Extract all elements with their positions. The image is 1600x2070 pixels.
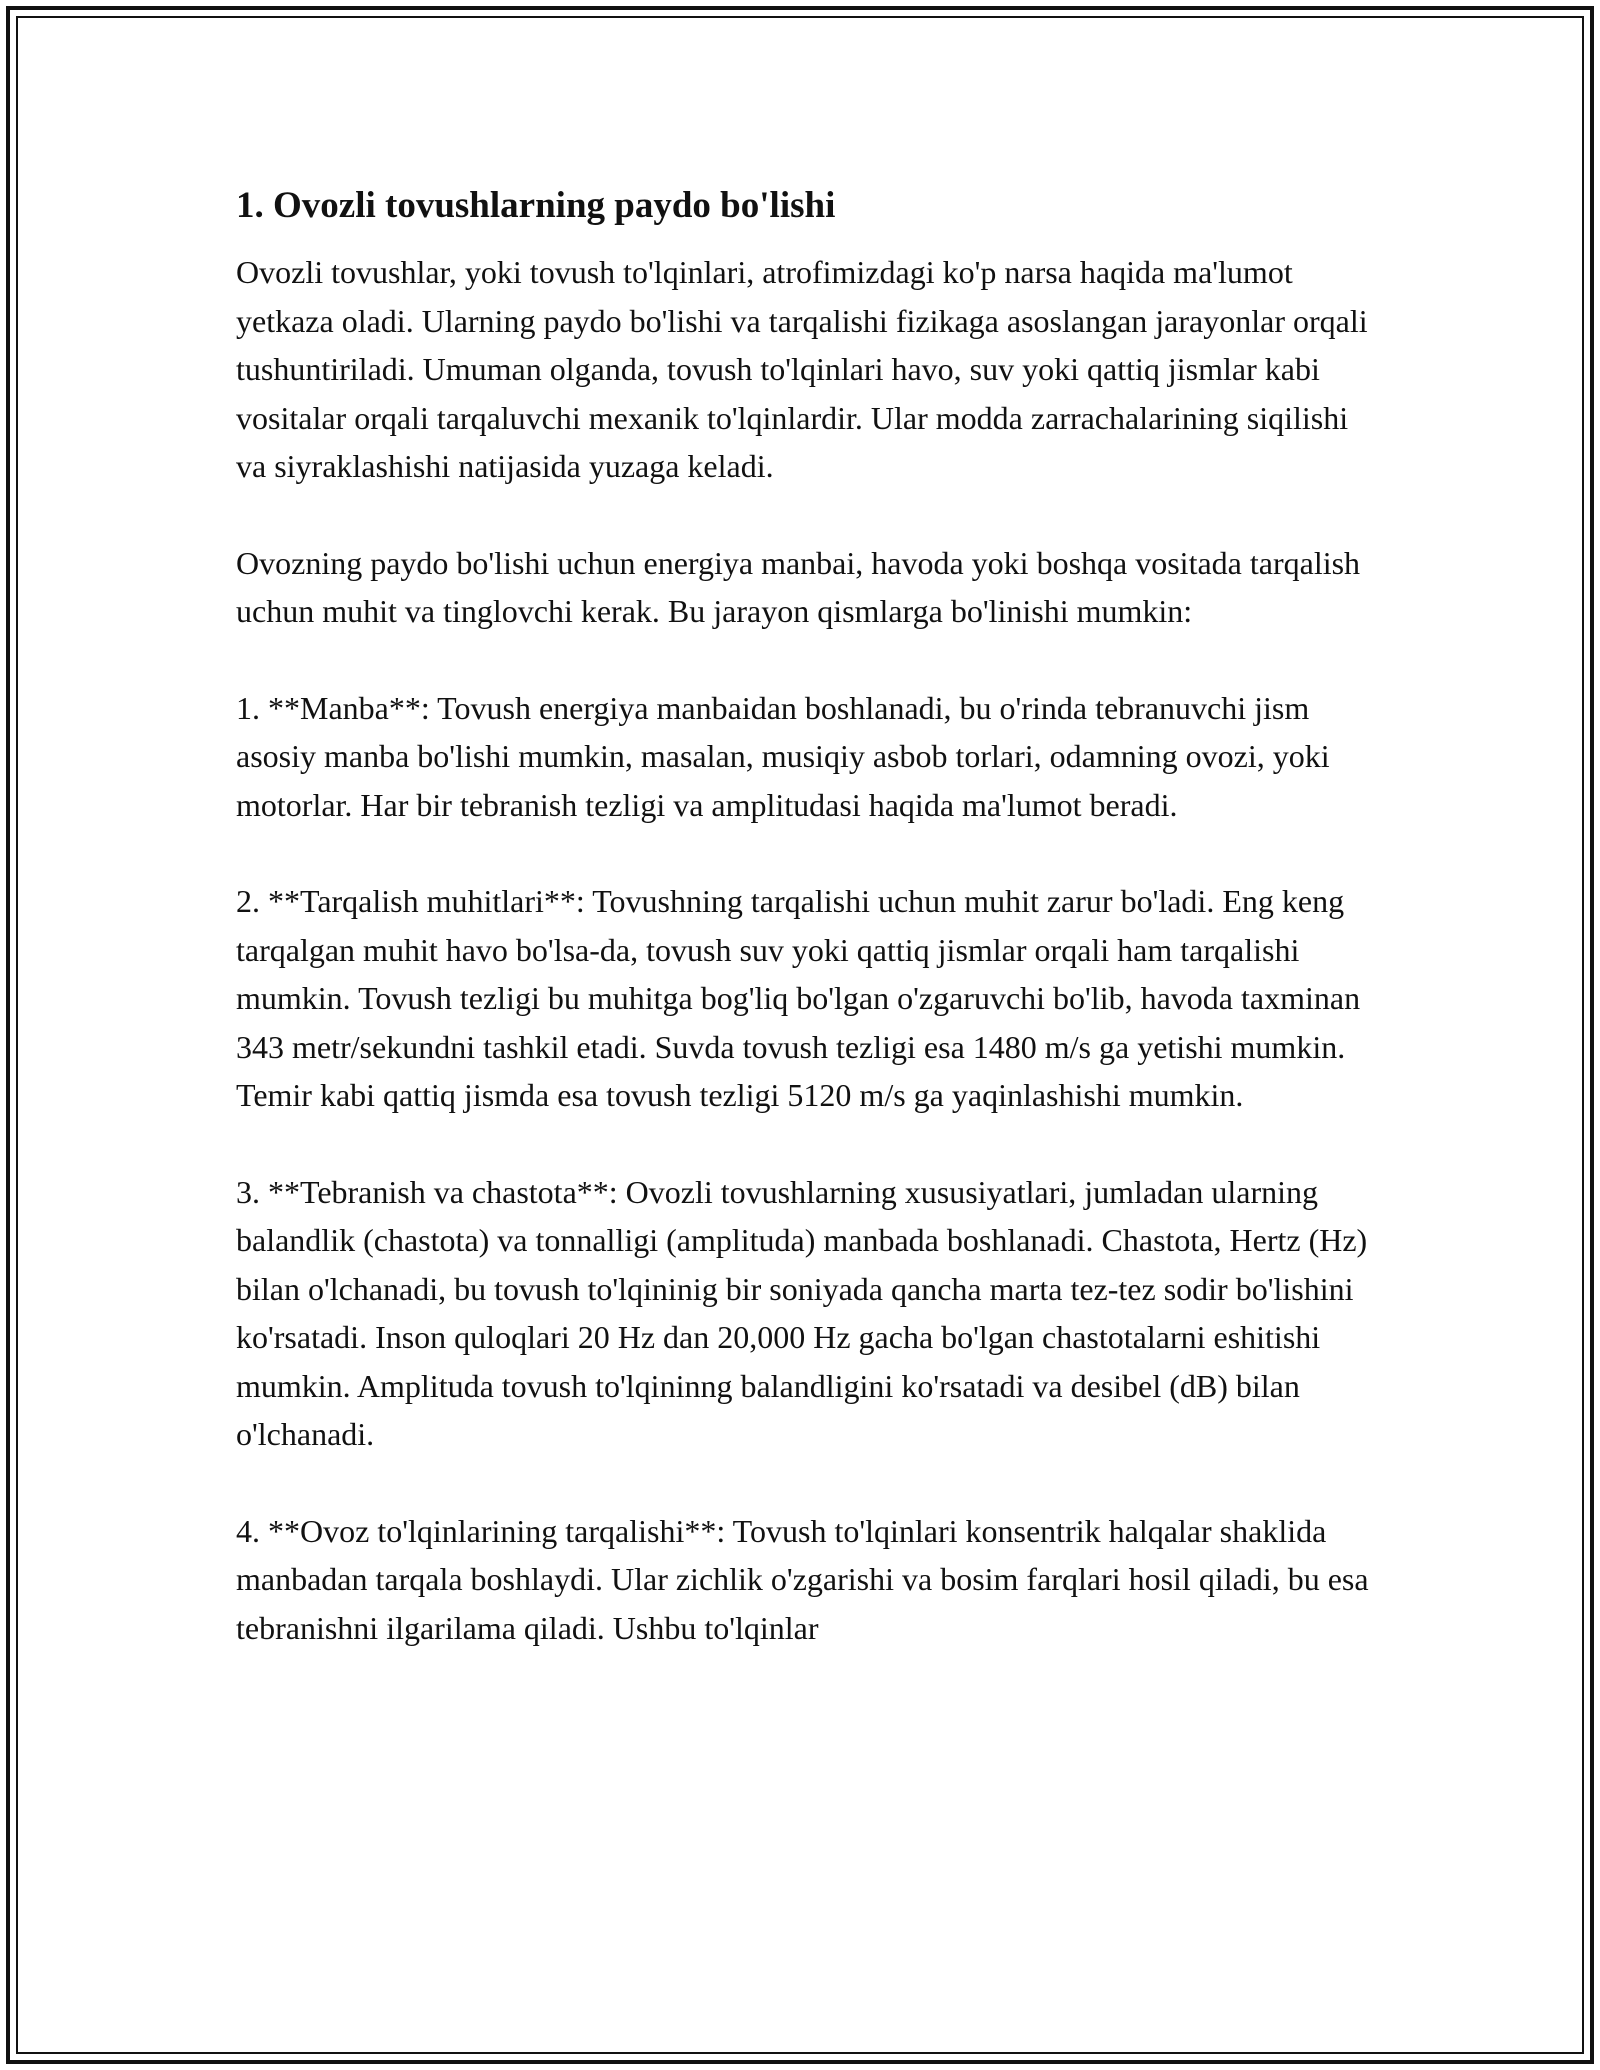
document-page	[236, 184, 1386, 1700]
paragraph-item-medium: 2. **Tarqalish muhitlari**: Tovushning tarqalishi uchun muhit zarur bo'ladi. Eng keng tarqalgan muhit havo bo'lsa-da, tovush suv yoki qattiq jismlar orqali ham tarqalishi mumkin. Tovush tezligi bu muhitga bog'liq bo'lgan o'zgaruvchi bo'lib, havoda taxminan 343 metr/sekundni tashkil etadi. Suvda tovush tezligi esa 1480 m/s ga yetishi mumkin. Temir kabi qattiq jismda esa tovush tezligi 5120 m/s ga yaqinlashishi mumkin.	[236, 883, 1361, 1114]
section-heading: 1. Ovozli tovushlarning paydo bo'lishi	[236, 185, 836, 226]
paragraph-requirements: Ovozning paydo bo'lishi uchun energiya manbai, havoda yoki boshqa vositada tarqalish uchun muhit va tinglovchi kerak. Bu jarayon qismlarga bo'linishi mumkin:	[236, 544, 1361, 630]
paragraph-item-source: 1. **Manba**: Tovush energiya manbaidan boshlanadi, bu o'rinda tebranuvchi jism asosiy manba bo'lishi mumkin, masalan, musiqiy asbob torlari, odamning ovozi, yoki motorlar. Har bir tebranish tezligi va amplitudasi haqida ma'lumot beradi.	[236, 689, 1330, 823]
paragraph-item-frequency: 3. **Tebranish va chastota**: Ovozli tovushlarning xususiyatlari, jumladan ularning balandlik (chastota) va tonnalligi (amplituda) manbada boshlanadi. Chastota, Hertz (Hz) bilan o'lchanadi, bu tovush to'lqininig bir soniyada qancha marta tez-tez sodir bo'lishini ko'rsatadi. Inson quloqlari 20 Hz dan 20,000 Hz gacha bo'lgan chastotalarni eshitishi mumkin. Amplituda tovush to'lqininng balandligini ko'rsatadi va desibel (dB) bilan o'lchanadi.	[236, 1173, 1368, 1453]
paragraph-item-propagation: 4. **Ovoz to'lqinlarining tarqalishi**: Tovush to'lqinlari konsentrik halqalar shaklida manbadan tarqala boshlaydi. Ular zichlik o'zgarishi va bosim farqlari hosil qiladi, bu esa tebranishni ilgarilama qiladi. Ushbu to'lqinlar	[236, 1512, 1369, 1646]
paragraph-intro: Ovozli tovushlar, yoki tovush to'lqinlari, atrofimizdagi ko'p narsa haqida ma'lumot yetkaza oladi. Ularning paydo bo'lishi va tarqalishi fizikaga asoslangan jarayonlar orqali tushuntiriladi. Umuman olganda, tovush to'lqinlari havo, suv yoki qattiq jismlar kabi vositalar orqali tarqaluvchi mexanik to'lqinlardir. Ular modda zarrachalarining siqilishi va siyraklashishi natijasida yuzaga keladi.	[236, 254, 1368, 485]
